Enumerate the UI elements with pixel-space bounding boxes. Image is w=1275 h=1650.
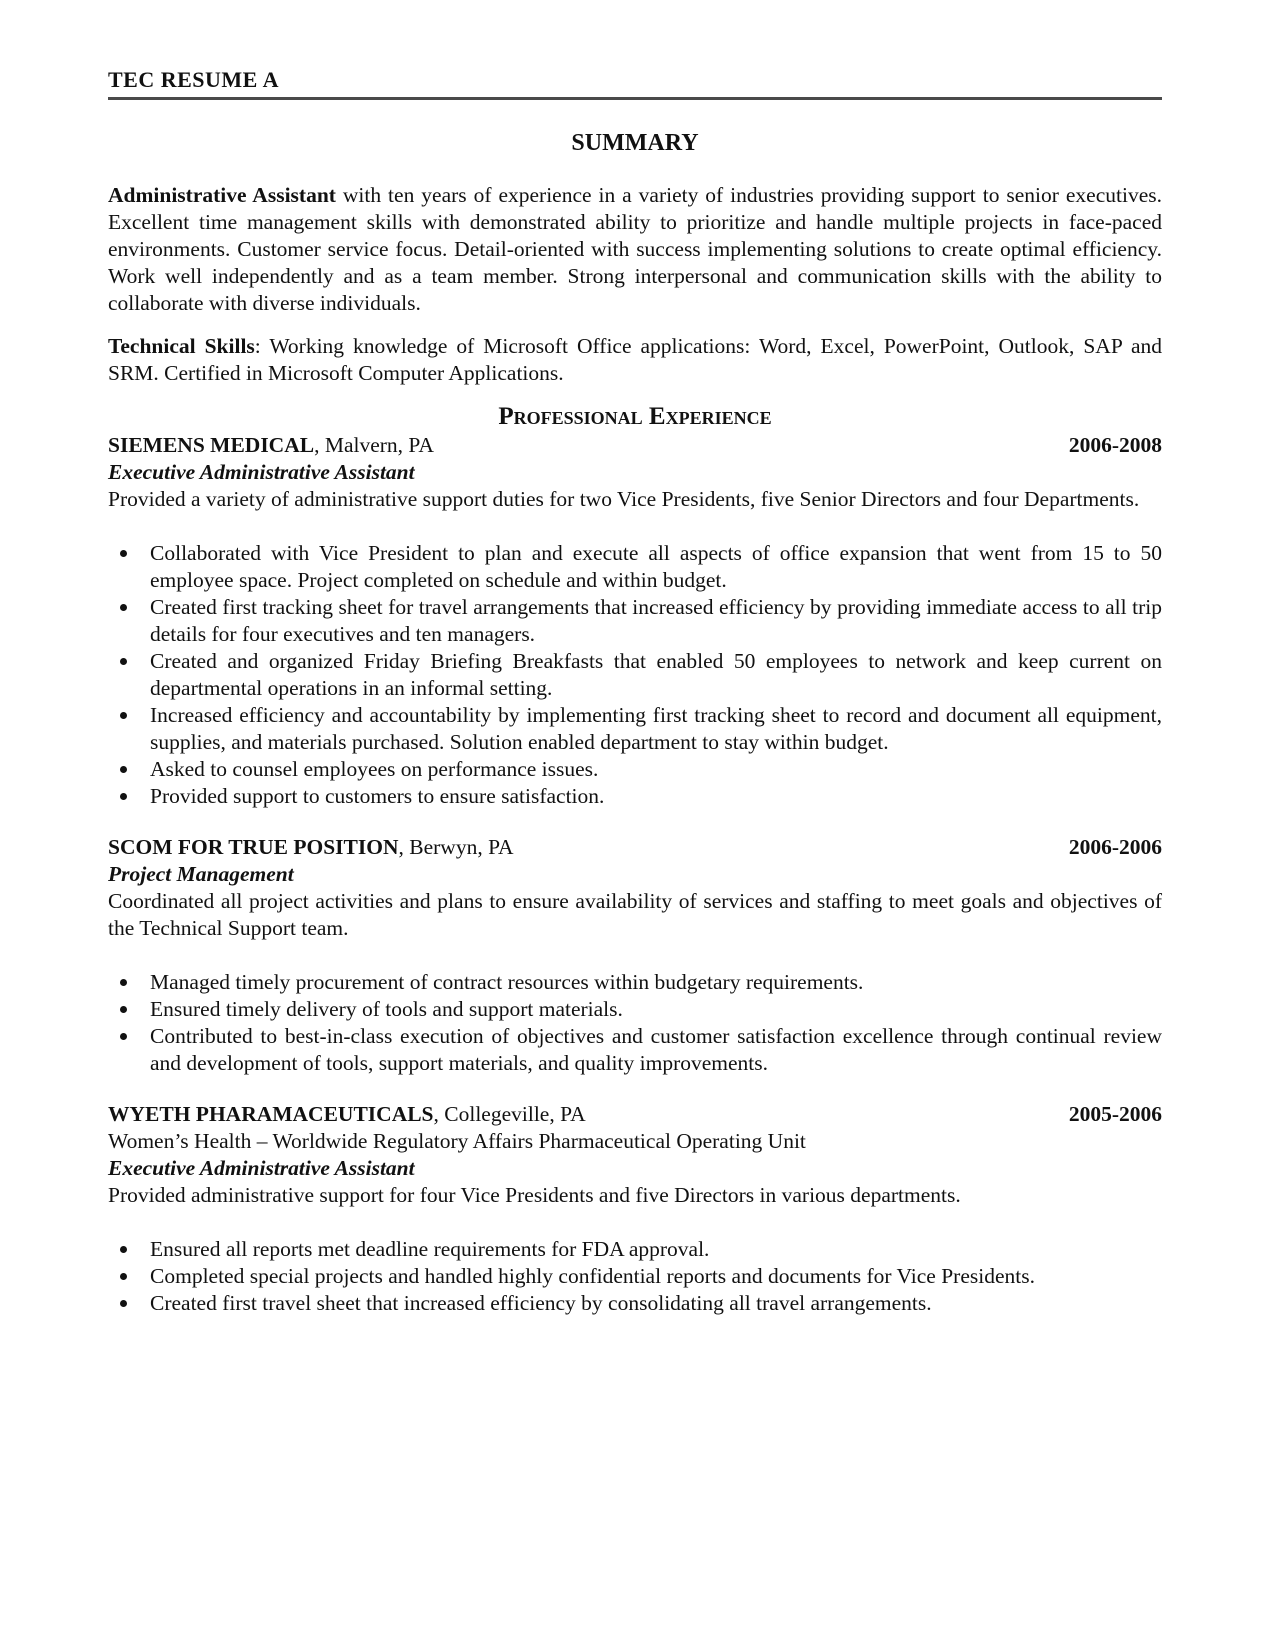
job-title: Executive Administrative Assistant bbox=[108, 1156, 415, 1180]
summary-paragraph bbox=[108, 182, 1162, 317]
job-scom-for-true-position bbox=[108, 834, 1162, 1077]
bullet-item: Ensured timely delivery of tools and support materials. bbox=[108, 996, 1162, 1023]
job-dates: 2006-2006 bbox=[1068, 835, 1162, 859]
bullet-item: Created and organized Friday Briefing Breakfasts that enabled 50 employees to network and keep current on departmental operations in an informal setting. bbox=[108, 648, 1162, 702]
company-location: , Malvern, PA bbox=[314, 433, 434, 457]
company-line bbox=[108, 834, 514, 861]
company-name: WYETH PHARAMACEUTICALS bbox=[108, 1102, 434, 1126]
job-header bbox=[108, 432, 1162, 459]
job-title: Project Management bbox=[108, 862, 294, 886]
job-bullet-list bbox=[108, 540, 1162, 810]
company-location: , Collegeville, PA bbox=[433, 1102, 586, 1126]
job-division: Women’s Health – Worldwide Regulatory Affairs Pharmaceutical Operating Unit bbox=[108, 1129, 806, 1153]
job-title: Executive Administrative Assistant bbox=[108, 460, 415, 484]
job-header bbox=[108, 834, 1162, 861]
bullet-item: Increased efficiency and accountability by implementing first tracking sheet to record and document all equipment, supplies, and materials purchased. Solution enabled department to stay within budget. bbox=[108, 702, 1162, 756]
job-description: Coordinated all project activities and plans to ensure availability of services and staffing to meet goals and objectives of the Technical Support team. bbox=[108, 889, 1162, 940]
job-header bbox=[108, 1101, 1162, 1128]
bullet-item: Asked to counsel employees on performance issues. bbox=[108, 756, 1162, 783]
experience-heading: Professional Experience bbox=[498, 403, 772, 430]
technical-skills-label: Technical Skills bbox=[108, 334, 255, 358]
company-line bbox=[108, 1101, 586, 1128]
document-header bbox=[108, 66, 1162, 100]
bullet-item: Created first travel sheet that increased efficiency by consolidating all travel arrangements. bbox=[108, 1290, 1162, 1317]
page-title: TEC RESUME A bbox=[108, 67, 280, 92]
job-siemens-medical bbox=[108, 432, 1162, 810]
summary-lead-text: with ten years of experience in a variety of industries providing support to senior executives. Excellent time management skills with demonstrated ability to prioritize and handle multiple projects in face-paced environments. Customer service focus. Detail-oriented with success implementing solutions to create optimal efficiency. Work well independently and as a team member. Strong interpersonal and communication skills with the ability to collaborate with diverse individuals. bbox=[108, 183, 1162, 315]
technical-skills-paragraph bbox=[108, 333, 1162, 387]
company-line bbox=[108, 432, 434, 459]
job-dates: 2005-2006 bbox=[1068, 1102, 1162, 1126]
bullet-item: Created first tracking sheet for travel arrangements that increased efficiency by providing immediate access to all trip details for four executives and ten managers. bbox=[108, 594, 1162, 648]
job-wyeth-pharamaceuticals bbox=[108, 1101, 1162, 1317]
summary-heading: SUMMARY bbox=[571, 130, 699, 156]
bullet-item: Contributed to best-in-class execution of objectives and customer satisfaction excellence through continual review and development of tools, support materials, and quality improvements. bbox=[108, 1023, 1162, 1077]
bullet-item: Completed special projects and handled highly confidential reports and documents for Vice Presidents. bbox=[108, 1263, 1162, 1290]
summary-lead-bold: Administrative Assistant bbox=[108, 183, 336, 207]
job-description: Provided a variety of administrative support duties for two Vice Presidents, five Senior Directors and four Departments. bbox=[108, 487, 1140, 511]
job-dates: 2006-2008 bbox=[1068, 433, 1162, 457]
bullet-item: Provided support to customers to ensure satisfaction. bbox=[108, 783, 1162, 810]
company-location: , Berwyn, PA bbox=[398, 835, 514, 859]
job-description: Provided administrative support for four Vice Presidents and five Directors in various departments. bbox=[108, 1183, 961, 1207]
company-name: SCOM FOR TRUE POSITION bbox=[108, 835, 399, 859]
bullet-item: Managed timely procurement of contract resources within budgetary requirements. bbox=[108, 969, 1162, 996]
job-bullet-list bbox=[108, 969, 1162, 1077]
bullet-item: Ensured all reports met deadline requirements for FDA approval. bbox=[108, 1236, 1162, 1263]
bullet-item: Collaborated with Vice President to plan and execute all aspects of office expansion that went from 15 to 50 employee space. Project completed on schedule and within budget. bbox=[108, 540, 1162, 594]
company-name: SIEMENS MEDICAL bbox=[108, 433, 315, 457]
technical-skills-text: : Working knowledge of Microsoft Office applications: Word, Excel, PowerPoint, Outlook, SAP and SRM. Certified in Microsoft Computer Applications. bbox=[108, 334, 1162, 385]
job-bullet-list bbox=[108, 1236, 1162, 1317]
